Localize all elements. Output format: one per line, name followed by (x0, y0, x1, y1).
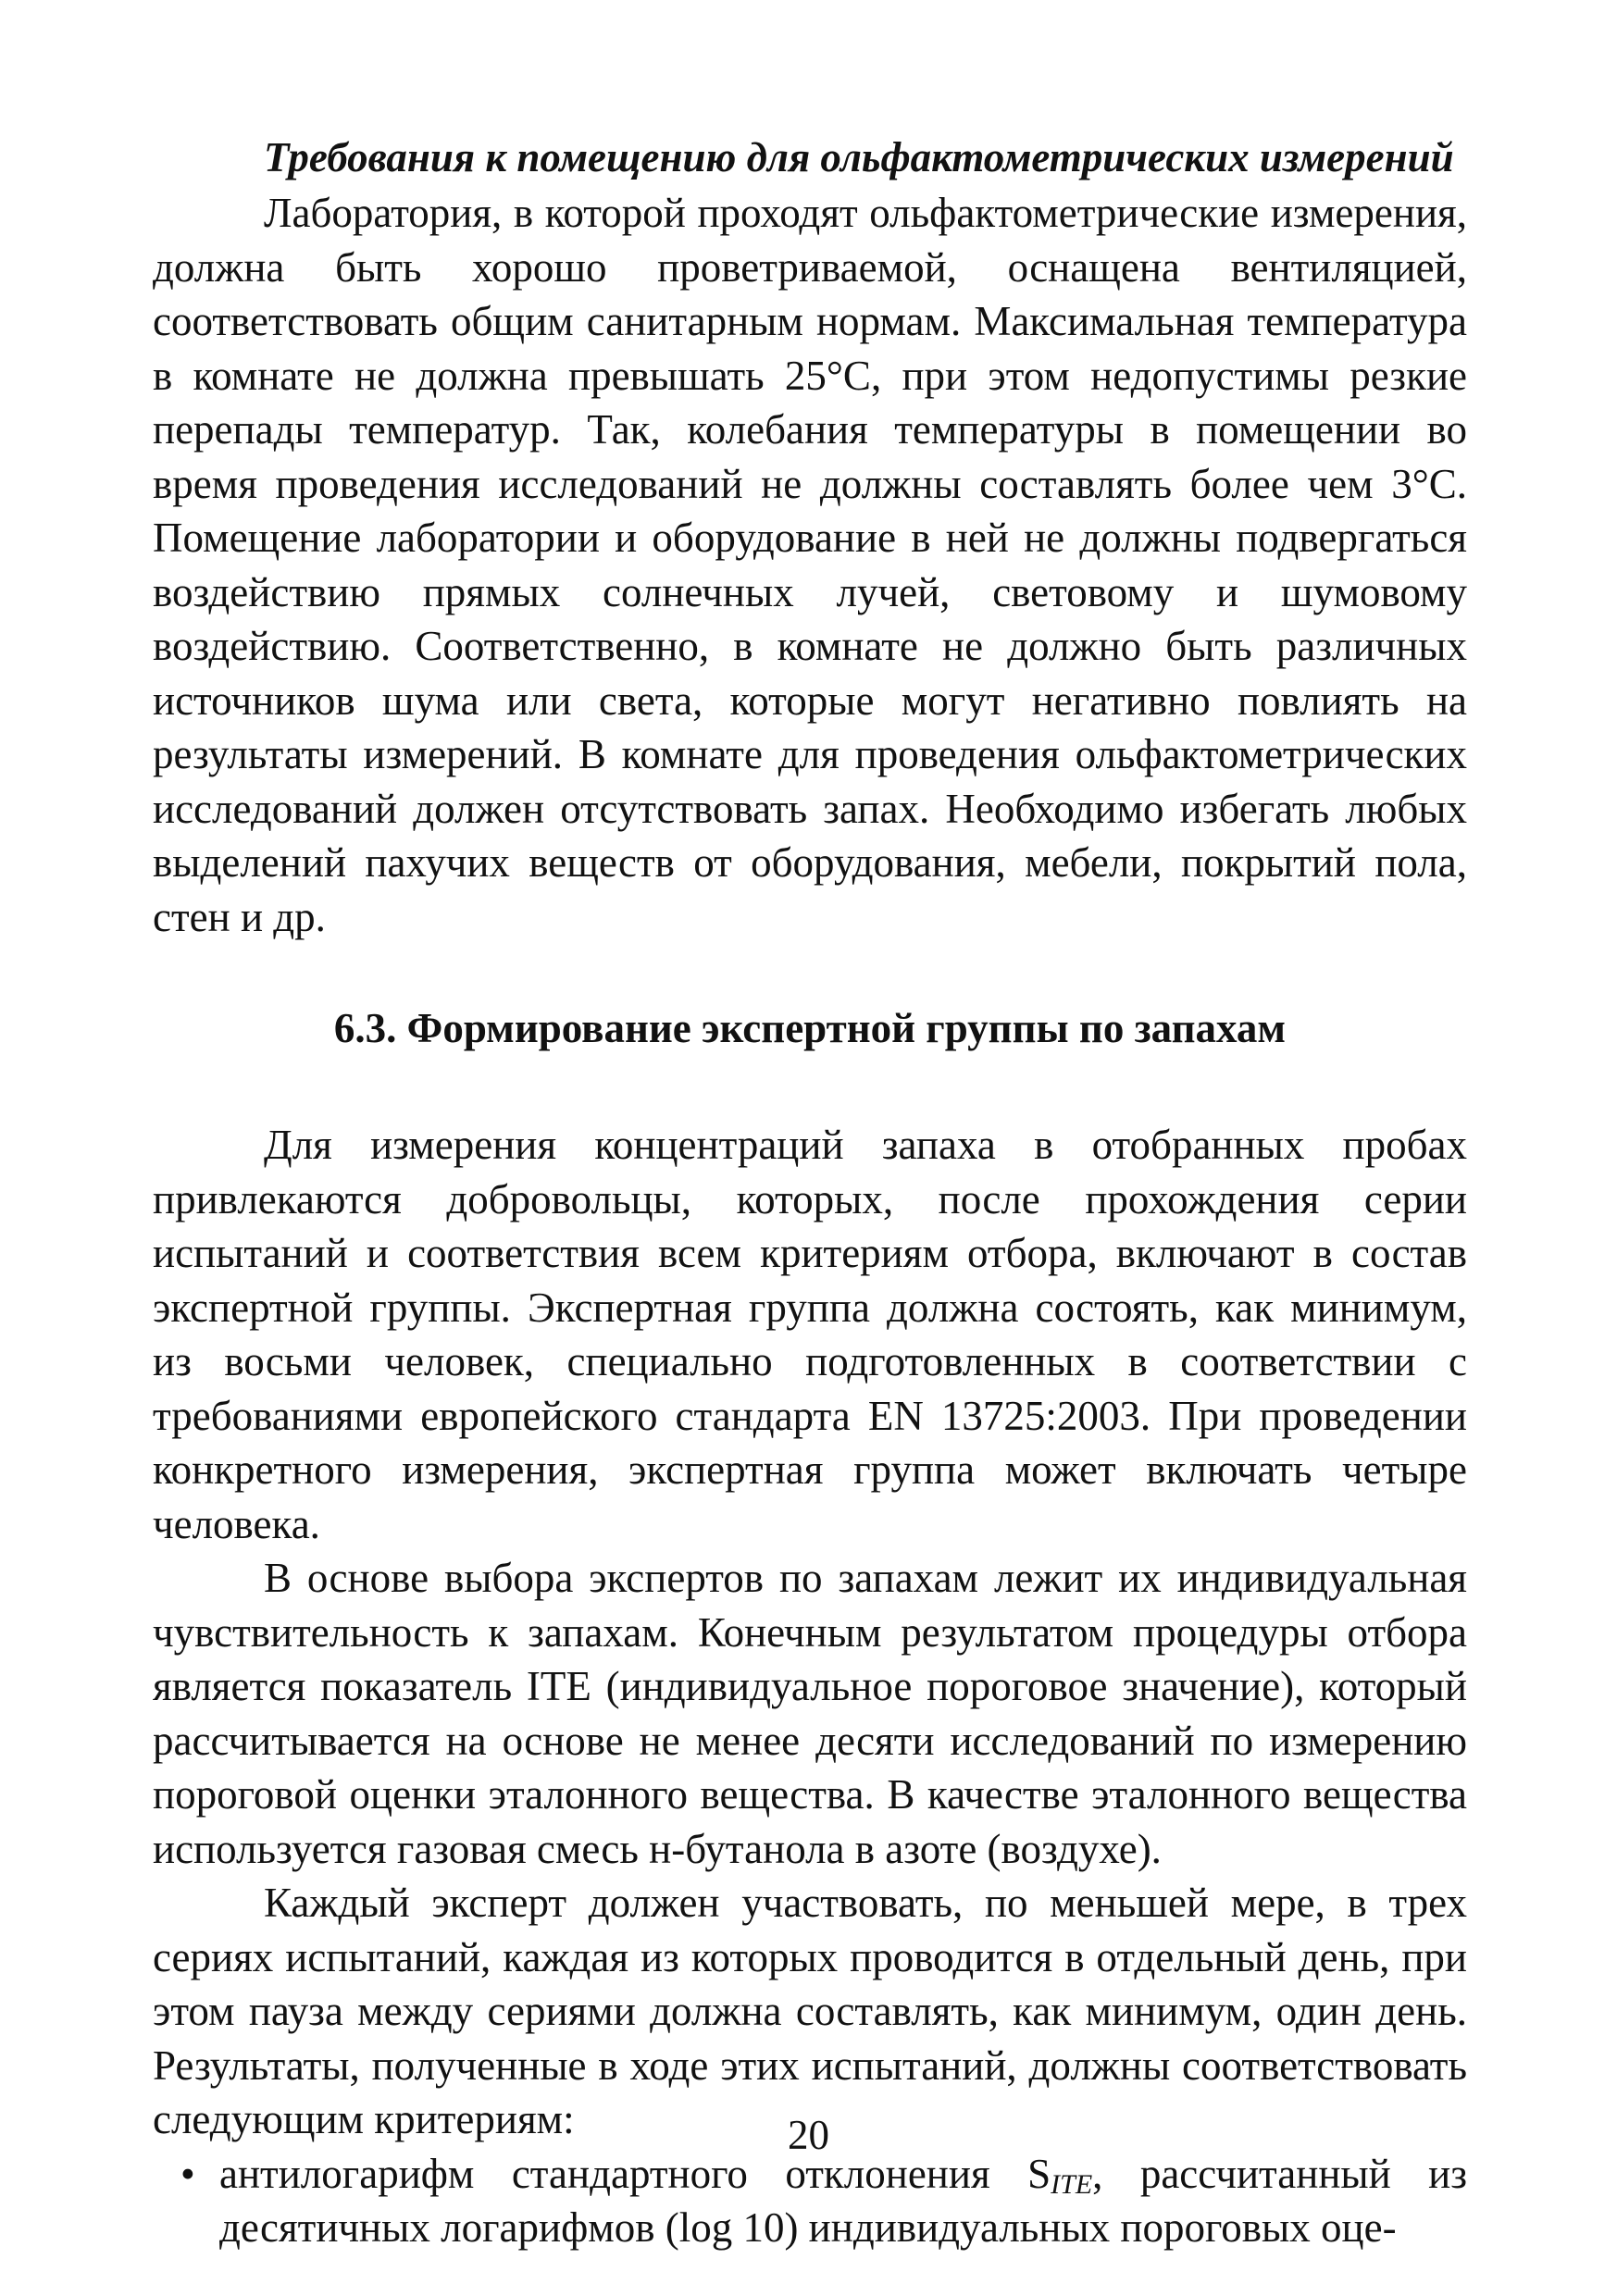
criteria-item-text-end: , рассчитанный из десятичных логарифмов (log 10) индивидуальных пороговых оце- (219, 2150, 1468, 2251)
subsection-title: Требования к помещению для ольфактометрических измерений (264, 134, 1454, 180)
criteria-item-text-start: антилогарифм стандартного отклонения S (219, 2150, 1051, 2197)
bullet-icon: • (180, 2150, 195, 2197)
paragraph-test-series: Каждый эксперт должен участвовать, по меньшей мере, в трех сериях испытаний, каждая из которых проводится в отдельный день, при этом пауза между сериями должна составлять, как минимум, один день. Результаты, полученные в ходе этих испытаний, должны соответствовать следующим критериям: (153, 1880, 1467, 2142)
criteria-item-subscript: ITE (1051, 2168, 1093, 2200)
document-page (153, 130, 1467, 2255)
criteria-item (153, 2147, 1467, 2255)
paragraph-expert-group: Для измерения концентраций запаха в отобранных пробах привлекаются добровольцы, которых, после прохождения серии испытаний и соответствия всем критериям отбора, включают в состав экспертной группы. Экспертная группа должна состоять, как минимум, из восьми человек, специально подготовленных в соответствии с требованиями европейского стандарта EN 13725:2003. При проведении конкретного измерения, экспертная группа может включать четыре человека. (153, 1122, 1467, 1547)
criteria-list (153, 2147, 1467, 2255)
paragraph-lab-requirements: Лаборатория, в которой проходят ольфактометрические измерения, должна быть хорошо проветриваемой, оснащена вентиляцией, соответствовать общим санитарным нормам. Максимальная температура в комнате не должна превышать 25°С, при этом недопустимы резкие перепады температур. Так, колебания температуры в помещении во время проведения исследований не должны составлять более чем 3°С. Помещение лаборатории и оборудование в ней не должны подвергаться воздействию прямых солнечных лучей, световому и шумовому воздействию. Соответственно, в комнате не должно быть различных источников шума или света, которые могут негативно повлиять на результаты измерений. В комнате для проведения ольфактометрических исследований должен отсутствовать запах. Необходимо избегать любых выделений пахучих веществ от оборудования, мебели, покрытий пола, стен и др. (153, 190, 1467, 940)
page-number: 20 (788, 2112, 829, 2158)
paragraph-expert-selection: В основе выбора экспертов по запахам лежит их индивидуальная чувствительность к запахам. Конечным результатом процедуры отбора является показатель ITE (индивидуальное пороговое значение), который рассчитывается на основе не менее десяти исследований по измерению пороговой оценки эталонного вещества. В качестве эталонного вещества используется газовая смесь н-бутанола в азоте (воздухе). (153, 1555, 1467, 1872)
section-heading: 6.3. Формирование экспертной группы по запахам (333, 1005, 1287, 1051)
